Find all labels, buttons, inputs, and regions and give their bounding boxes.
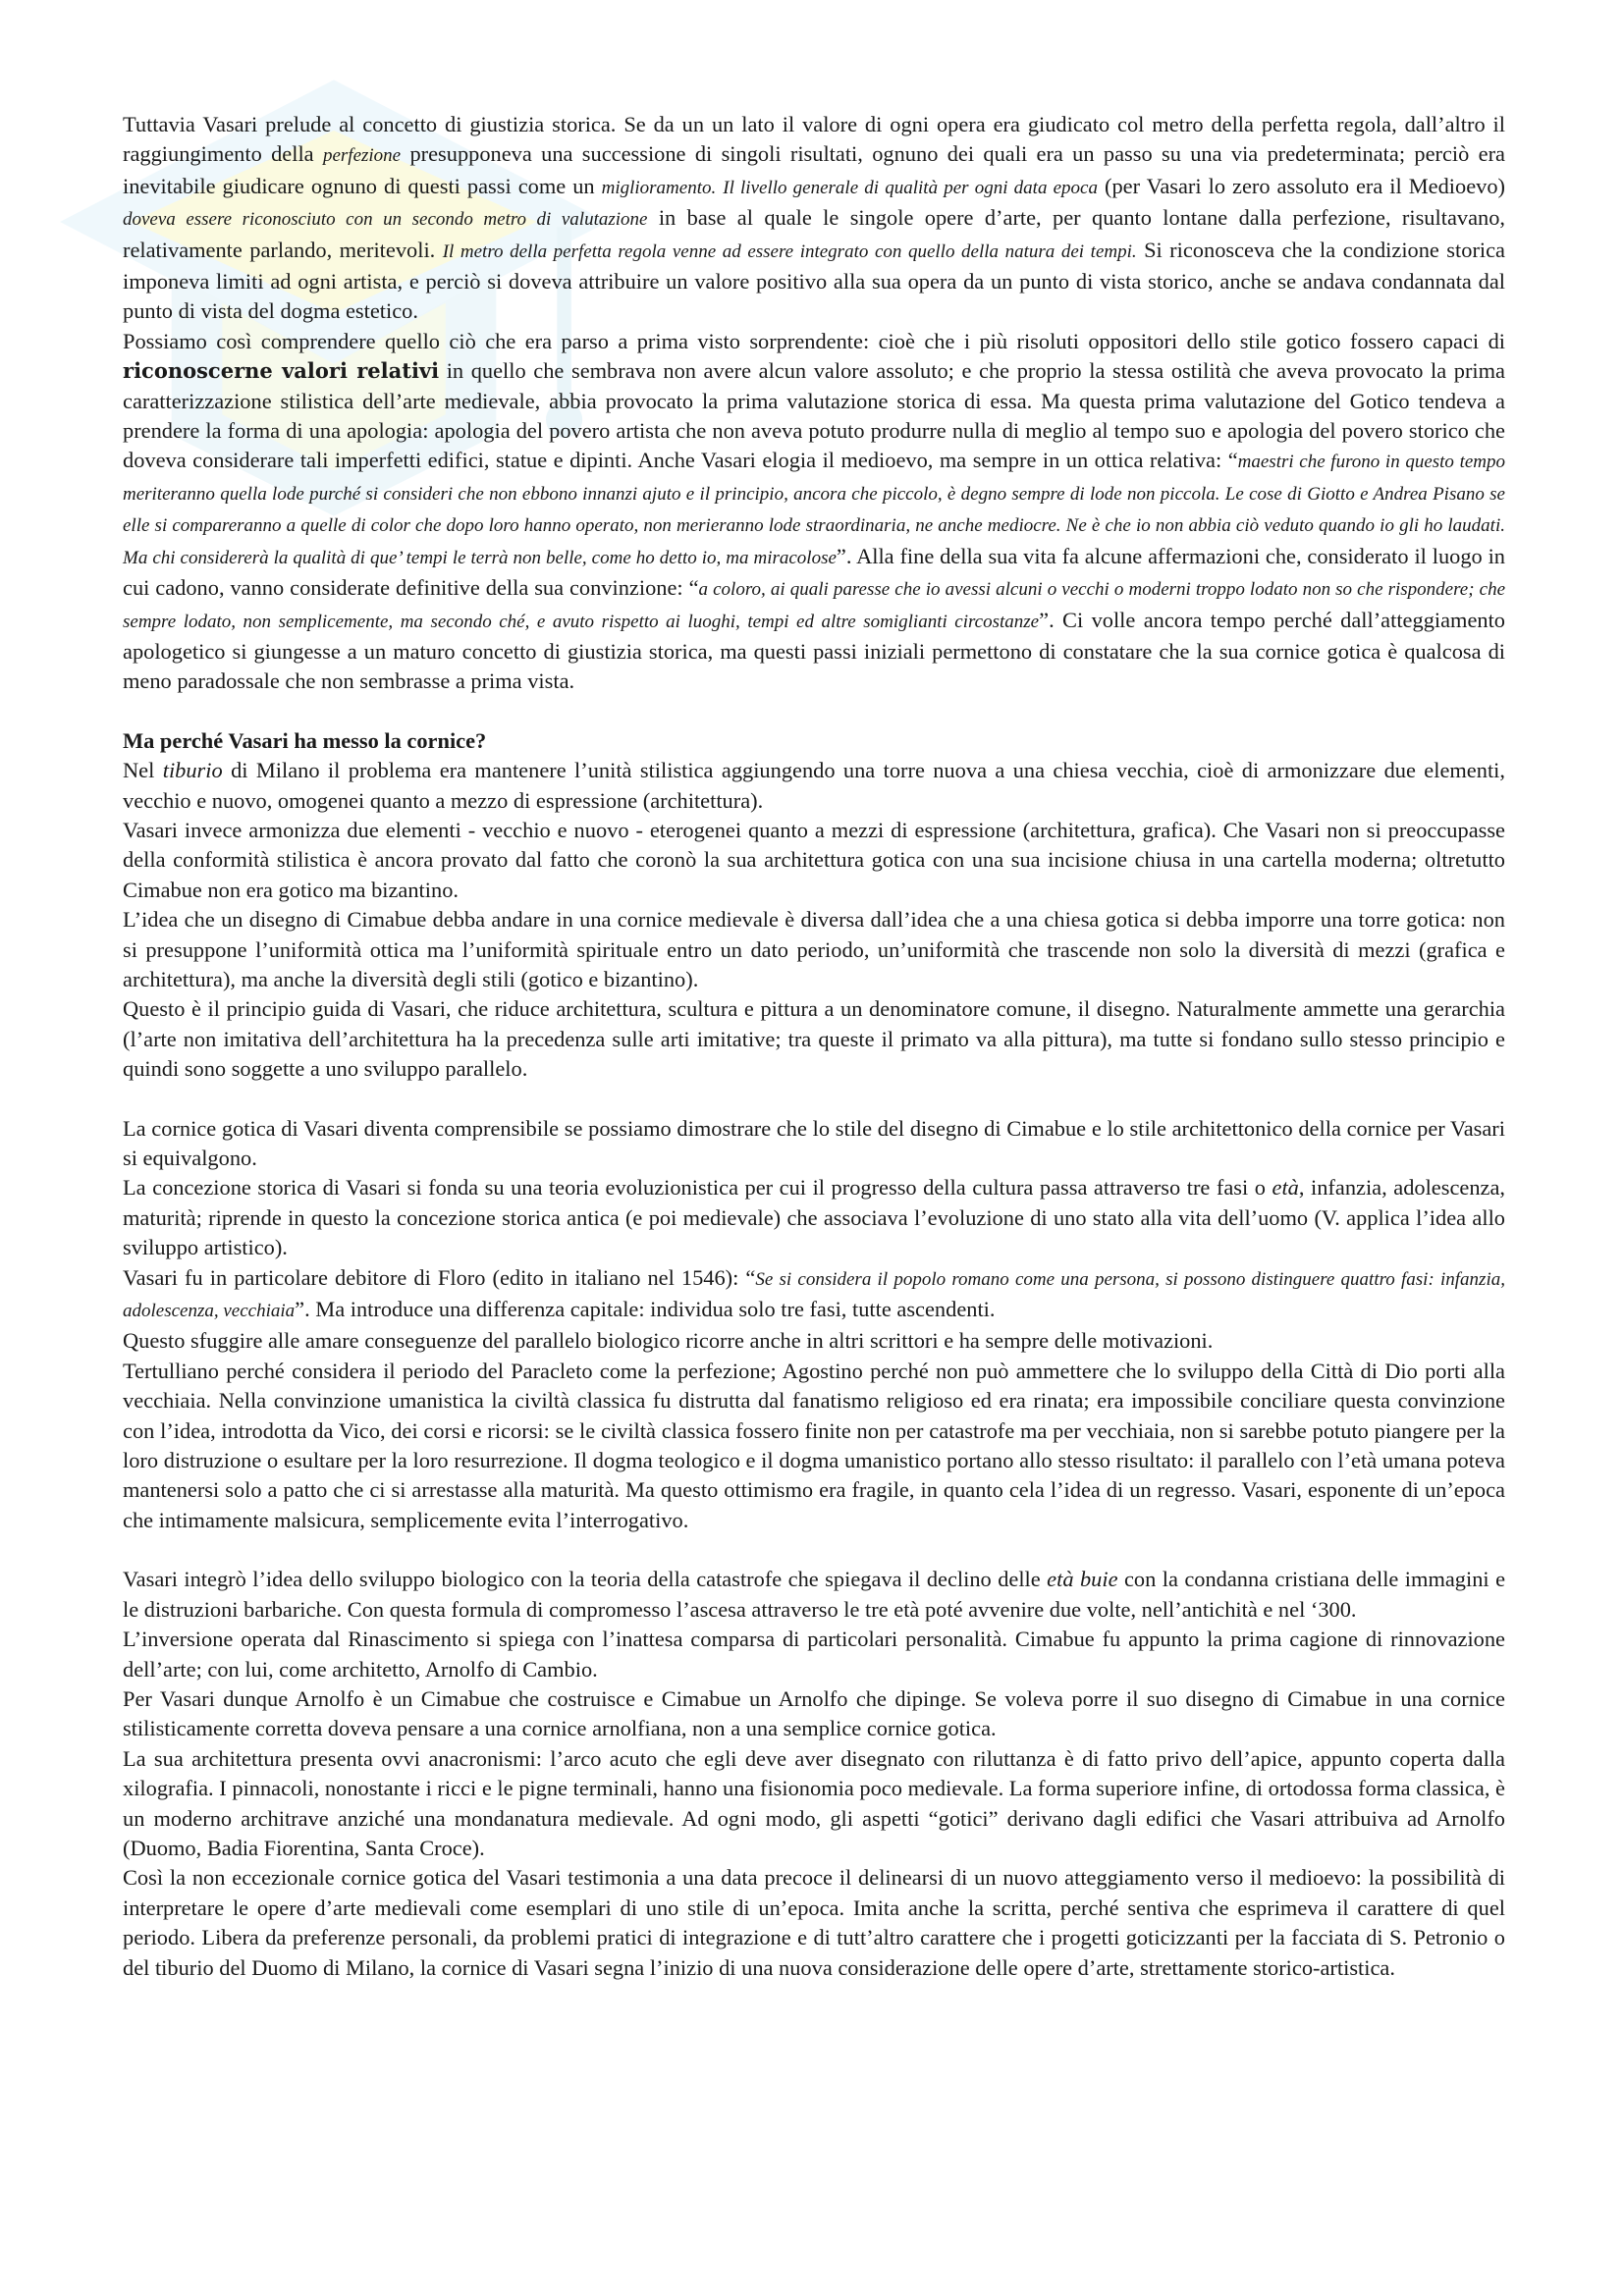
- text-run: con la condanna cristiana delle immagini e le distruzioni barbariche. Con questa formula di compromesso l’ascesa attraverso le tre età poté avvenire due volte, nell’antichità e nel ‘300.: [123, 1567, 1506, 1622]
- text-run: Vasari fu in particolare debitore di Floro (edito in italiano nel 1546): “: [123, 1264, 756, 1290]
- text-run: perfezione: [322, 145, 402, 167]
- text-run: Se si considera il popolo romano come una persona, si possono distinguere quattro fasi: infanzia, adolescenza, vecchiaia: [123, 1268, 1505, 1322]
- paragraph-cornice-comprensibile: La cornice gotica di Vasari diventa comprensibile se possiamo dimostrare che lo stile del disegno di Cimabue e lo stile architettonico della cornice per Vasari si equivalgono.: [123, 1115, 1505, 1170]
- paragraph-floro: [123, 1263, 1505, 1327]
- text-run: Si riconosceva che la condizione storica imponeva limiti ad ogni artista, e perciò si doveva attribuire un valore positivo alla sua opera da un punto di vista storico, anche se andava condannata dal punto di vista del dogma estetico.: [123, 237, 1505, 324]
- text-run: Il livello generale di qualità per ogni data epoca: [723, 177, 1098, 198]
- document-body: [123, 110, 1505, 1983]
- paragraph-vasari-armonizza: Vasari invece armonizza due elementi - vecchio e nuovo - eterogenei quanto a mezzi di espressione (architettura, grafica). Che Vasari non si preoccupasse della conformità stilistica è ancora provato dal fatto che coronò la sua architettura gotica con una sua incisione chiusa in una cartella moderna; oltretutto Cimabue non era gotico ma bizantino.: [123, 817, 1505, 902]
- text-run: a coloro, ai quali paresse che io avessi alcuni o vecchi o moderni troppo lodato non so che rispondere; che sempre lodato, non semplicemente, ma secondo ché, e avuto rispetto ai luoghi, tempi ed altre somiglianti circostanze: [123, 579, 1506, 632]
- paragraph-giustizia-storica: [123, 110, 1505, 327]
- text-run: presupponeva una successione di singoli risultati, ognuno dei quali era un passo su una via predeterminata; perciò era inevitabile giudicare ognuno di questi passi come un: [123, 141, 1505, 198]
- paragraph-anacronismi: La sua architettura presenta ovvi anacronismi: l’arco acuto che egli deve aver disegnato con riluttanza è di fatto privo dell’apice, appunto coperta dalla xilografia. I pinnacoli, nonostante i ricci e le pigne terminali, hanno una fisionomia poco medievale. La forma superiore infine, di ortodossa forma classica, è un moderno architrave anziché una mondanatura medievale. Ad ogni modo, gli aspetti “gotici” derivano dagli edifici che Vasari attribuiva ad Arnolfo (Duomo, Badia Fiorentina, Santa Croce).: [123, 1745, 1505, 1860]
- text-run: Nel: [123, 758, 163, 783]
- text-run: in quello che sembrava non avere alcun valore assoluto; e che proprio la stessa ostilità che aveva provocato la prima caratterizzazione stilistica dell’arte medievale, abbia provocato la prima valutazione storica di essa. Ma questa prima valutazione del Gotico tendeva a prendere la forma di una apologia: apologia del povero artista che non aveva potuto produrre nulla di meglio al tempo suo e apologia del povero storico che doveva considerare tali imperfetti edifici, statue e dipinti. Anche Vasari elogia il medioevo, ma sempre in un ottica relativa: “: [123, 358, 1505, 473]
- text-run: (per Vasari lo zero assoluto era il Medioevo): [1097, 173, 1505, 198]
- text-run: età buie: [1047, 1567, 1118, 1592]
- text-run: di Milano il problema era mantenere l’unità stilistica aggiungendo una torre nuova a una chiesa vecchia, cioè di armonizzare due elementi, vecchio e nuovo, omogenei quanto a mezzo di espressione (architettura).: [123, 758, 1505, 813]
- text-run: ”. Alla fine della sua vita fa alcune affermazioni che, considerato il luogo in cui cadono, vanno considerate definitive della sua convinzione: “: [123, 543, 1505, 601]
- paragraph-apologia: [123, 327, 1505, 697]
- paragraph-teoria-catastrofe: [123, 1565, 1505, 1625]
- paragraph-parallelo-biologico: Questo sfuggire alle amare conseguenze del parallelo biologico ricorre anche in altri scrittori e ha sempre delle motivazioni.: [123, 1328, 1214, 1354]
- text-run: maestri che furono in questo tempo meriteranno quella lode purché si consideri che non ebbono innanzi ajuto e il principio, ancora che piccolo, è degno sempre di lode non piccola. Le cose di Giotto e Andrea Pisano se elle si compareranno a quelle di color che dopo loro hanno operato, non merieranno lode straordinaria, ne anche mediocre. Ne è che io non abbia ciò veduto quando io gli ho laudati. Ma chi considererà la qualità di que’ tempi le terrà non belle, come ho detto io, ma miracolose: [123, 452, 1506, 568]
- text-run: riconoscerne valori relativi: [123, 358, 440, 384]
- paragraph-idea-cimabue: L’idea che un disegno di Cimabue debba andare in una cornice medievale è diversa dall’idea che a una chiesa gotica si debba imporre una torre gotica: non si presuppone l’uniformità ottica ma l’uniformità spirituale entro un dato periodo, un’uniformità che trascende non solo la diversità di mezzi (grafica e architettura), ma anche la diversità degli stili (gotico e bizantino).: [123, 907, 1505, 991]
- text-run: La concezione storica di Vasari si fonda su una teoria evoluzionistica per cui il progresso della cultura passa attraverso tre fasi o: [123, 1175, 1272, 1201]
- text-run: doveva essere riconosciuto con un secondo metro di valutazione: [123, 209, 648, 231]
- text-run: miglioramento.: [601, 177, 717, 198]
- text-run: tiburio: [162, 758, 223, 783]
- text-run: , infanzia, adolescenza, maturità; riprende in questo la concezione storica antica (e poi medievale) che associava l’evoluzione di uno stato alla vita dell’uomo (V. applica l’idea allo sviluppo artistico).: [123, 1175, 1505, 1260]
- text-run: Vasari integrò l’idea dello sviluppo biologico con la teoria della catastrofe che spiegava il declino delle: [123, 1567, 1048, 1592]
- paragraph-conclusione: Così la non eccezionale cornice gotica del Vasari testimonia a una data precoce il delinearsi di un nuovo atteggiamento verso il medioevo: la possibilità di interpretare le opere d’arte medievali come esemplari di uno stile di un’epoca. Imita anche la scritta, perché sentiva che esprimeva il carattere di quel periodo. Libera da preferenze personali, da problemi pratici di integrazione e di tutt’altro carattere che i progetti goticizzanti per la facciata di S. Petronio o del tiburio del Duomo di Milano, la cornice di Vasari segna l’inizio di una nuova considerazione delle opere d’arte, strettamente storico-artistica.: [123, 1865, 1505, 1980]
- paragraph-arnolfo: Per Vasari dunque Arnolfo è un Cimabue che costruisce e Cimabue un Arnolfo che dipinge. Se voleva porre il suo disegno di Cimabue in una cornice stilisticamente corretta doveva pensare a una cornice arnolfiana, non a una semplice cornice gotica.: [123, 1685, 1505, 1741]
- text-run: età: [1272, 1175, 1299, 1201]
- section-heading: Ma perché Vasari ha messo la cornice?: [123, 727, 487, 753]
- paragraph-principio-guida: Questo è il principio guida di Vasari, che riduce architettura, scultura e pittura a un denominatore comune, il disegno. Naturalmente ammette una gerarchia (l’arte non imitativa dell’architettura ha la precedenza sulle arti imitative; tra queste il primato va alla pittura), ma tutte si fondano sullo stesso principio e quindi sono soggette a uno sviluppo parallelo.: [123, 996, 1505, 1082]
- paragraph-inversione: L’inversione operata dal Rinascimento si spiega con l’inattesa comparsa di particolari personalità. Cimabue fu appunto la prima cagione di rinnovazione dell’arte; con lui, come architetto, Arnolfo di Cambio.: [123, 1627, 1505, 1682]
- paragraph-concezione-storica: [123, 1173, 1505, 1262]
- text-run: Tuttavia Vasari prelude al concetto di giustizia storica. Se da un un lato il valore di ogni opera era giudicato col metro della perfetta regola, dall’altro il raggiungimento della: [123, 112, 1505, 167]
- paragraph-tiburio: [123, 756, 1505, 816]
- paragraph-tertulliano: Tertulliano perché considera il periodo del Paracleto come la perfezione; Agostino perché non può ammettere che lo sviluppo della Città di Dio porti alla vecchiaia. Nella convinzione umanistica la civiltà classica fu distrutta dal fanatismo religioso ed era rinata; era impossibile conciliare questa convinzione con l’idea, introdotta da Vico, dei corsi e ricorsi: se le civiltà classica fossero finite non per catastrofe ma per vecchiaia, non si sarebbe potuto piangere per la loro distruzione o esultare per la loro resurrezione. Il dogma teologico e il dogma umanistico portano allo stesso risultato: il parallelo con l’età umana poteva mantenersi solo a patto che ci si arrestasse alla maturità. Ma questo ottimismo era fragile, in quanto cela l’idea di un regresso. Vasari, esponente di un’epoca che intimamente malsicura, semplicemente evita l’interrogativo.: [123, 1358, 1505, 1532]
- text-run: ”. Ci volle ancora tempo perché dall’atteggiamento apologetico si giungesse a un maturo concetto di giustizia storica, ma questi passi iniziali permettono di constatare che la sua cornice gotica è qualcosa di meno paradossale che non sembrasse a prima vista.: [123, 607, 1506, 694]
- text-run: Il metro della perfetta regola venne ad essere integrato con quello della natura dei tempi.: [442, 240, 1137, 262]
- text-run: Possiamo così comprendere quello ciò che era parso a prima visto sorprendente: cioè che i più risoluti oppositori dello stile gotico fossero capaci di: [123, 328, 1505, 353]
- text-run: in base al quale le singole opere d’arte, per quanto lontane dalla perfezione, risultavano, relativamente parlando, meritevoli.: [123, 205, 1505, 262]
- text-run: ”. Ma introduce una differenza capitale: individua solo tre fasi, tutte ascendenti.: [295, 1297, 996, 1322]
